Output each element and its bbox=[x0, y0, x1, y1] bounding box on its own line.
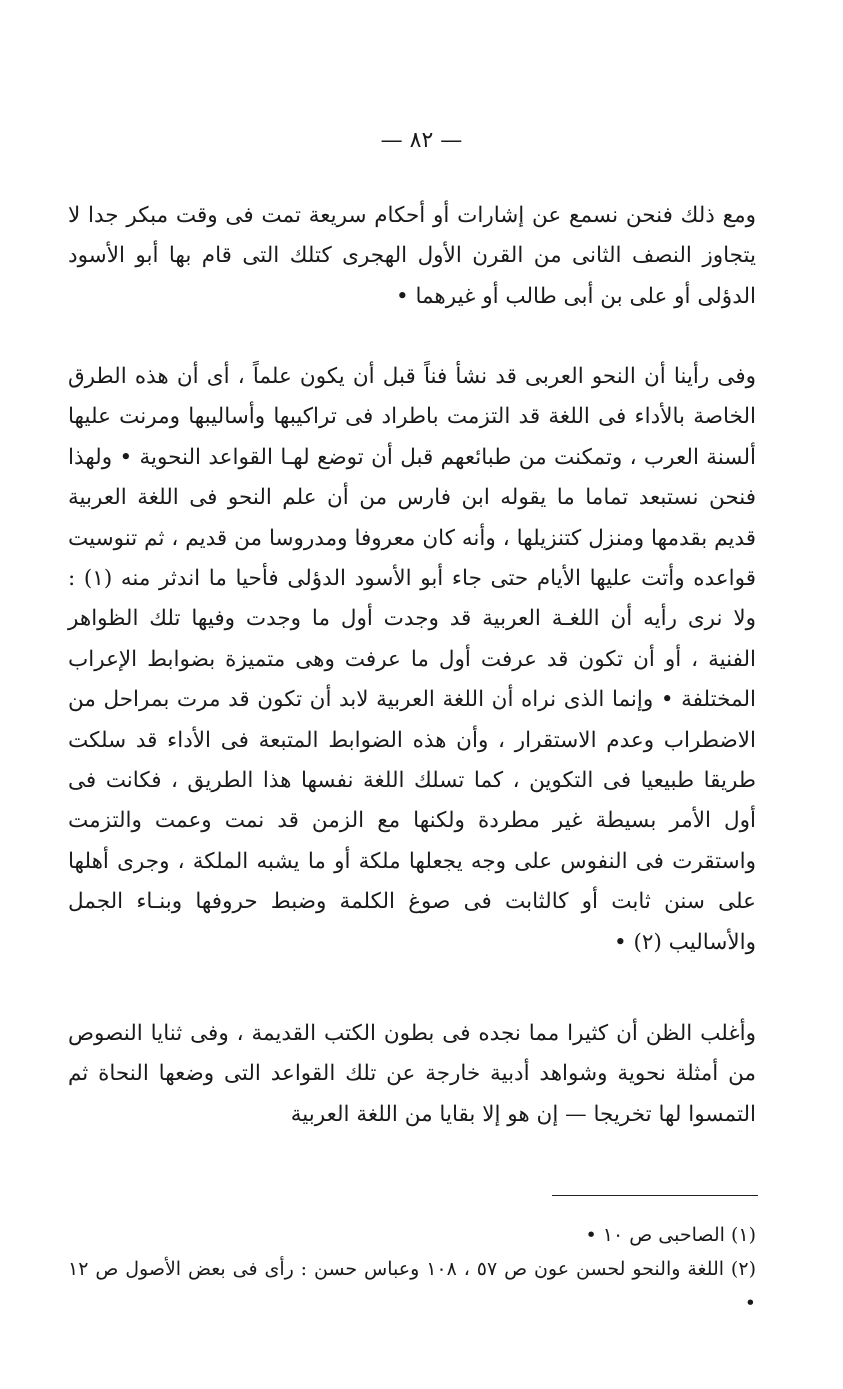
page-number: — ٨٢ — bbox=[380, 128, 463, 153]
paragraph-2: وفى رأينا أن النحو العربى قد نشأ فناً قبل أن يكون علماً ، أى أن هذه الطرق الخاصة بالأداء فى اللغة قد التزمت باطراد فى تراكيبها وأساليبها ومرنت عليها ألسنة العرب ، وتمكنت من طبائعهم قبل أن توضع لهـا القواعد النحوية • ولهذا فنحن نستبعد تماما ما يقوله ابن فارس من أن علم النحو فى اللغة العربية قديم بقدمها ومنزل كتنزيلها ، وأنه كان معروفا ومدروسا من قديم ، ثم تنوسيت قواعده وأتت عليها الأيام حتى جاء أبو الأسود الدؤلى فأحيا ما اندثر منه (١) : ولا نرى رأيه أن اللغـة العربية قد وجدت أول ما وجدت وفيها تلك الظواهر الفنية ، أو أن تكون قد عرفت أول ما عرفت وهى متميزة بضوابط الإعراب المختلفة • وإنما الذى نراه أن اللغة العربية لابد أن تكون قد مرت بمراحل من الاضطراب وعدم الاستقرار ، وأن هذه الضوابط المتبعة فى الأداء قد سلكت طريقا طبيعيا فى التكوين ، كما تسلك اللغة نفسها هذا الطريق ، فكانت فى أول الأمر بسيطة غير مطردة ولكنها مع الزمن قد نمت وعمت والتزمت واستقرت فى النفوس على وجه يجعلها ملكة أو ما يشبه الملكة ، وجرى أهلها على سنن ثابت أو كالثابت فى صوغ الكلمة وضبط حروفها وبنـاء الجمل والأساليب (٢) • bbox=[68, 364, 757, 955]
footnote-separator bbox=[552, 1195, 758, 1196]
footnote-2: (٢) اللغة والنحو لحسن عون ص ٥٧ ، ١٠٨ وعباس حسن : رأى فى بعض الأصول ص ١٢ • bbox=[68, 1258, 756, 1314]
paragraph-1: ومع ذلك فنحن نسمع عن إشارات أو أحكام سريعة تمت فى وقت مبكر جدا لا يتجاوز النصف الثانى من القرن الأول الهجرى كتلك التى قام بها أبو الأسود الدؤلى أو على بن أبى طالب أو غيرهما • bbox=[68, 203, 756, 309]
paragraph-3: وأغلب الظن أن كثيرا مما نجده فى بطون الكتب القديمة ، وفى ثنايا النصوص من أمثلة نحوية وشواهد أدبية خارجة عن تلك القواعد التى وضعها النحاة ثم التمسوا لها تخريجا — إن هو إلا بقايا من اللغة العربية bbox=[68, 1021, 756, 1127]
footnotes bbox=[68, 1218, 756, 1320]
footnote-1: (١) الصاحبى ص ١٠ • bbox=[585, 1224, 756, 1246]
